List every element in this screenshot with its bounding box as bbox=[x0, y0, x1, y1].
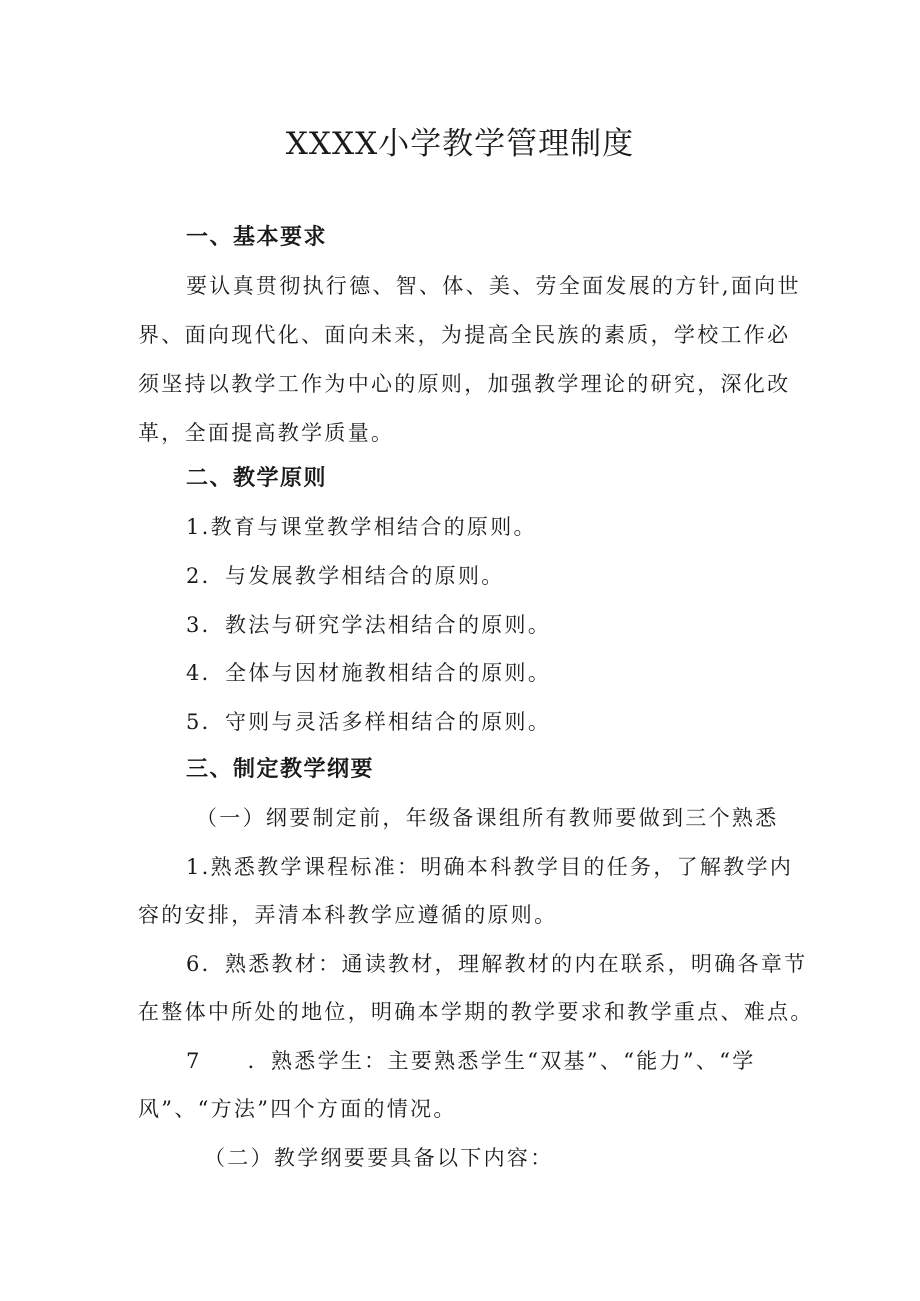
item-text: ．熟悉学生：主要熟悉学生“双基”、“能力”、“学 bbox=[247, 1049, 756, 1073]
section-heading-teaching-outline: 三、制定教学纲要 bbox=[186, 757, 375, 782]
paragraph-line: 革，全面提高教学质量。 bbox=[138, 421, 395, 445]
subsection-heading: （二）教学纲要要具备以下内容： bbox=[204, 1146, 554, 1170]
paragraph-line: 须坚持以教学工作为中心的原则，加强教学理论的研究，深化改 bbox=[138, 372, 791, 396]
list-item: 4．全体与因材施教相结合的原则。 bbox=[186, 661, 552, 685]
list-item: 1.教育与课堂教学相结合的原则。 bbox=[186, 515, 537, 539]
list-item: 2．与发展教学相结合的原则。 bbox=[186, 564, 505, 588]
paragraph-line: 界、面向现代化、面向未来，为提高全民族的素质，学校工作必 bbox=[138, 323, 791, 347]
paragraph-line: 6．熟悉教材：通读教材，理解教材的内在联系，明确各章节 bbox=[186, 952, 808, 976]
list-item: 3．教法与研究学法相结合的原则。 bbox=[186, 613, 552, 637]
paragraph-line: 在整体中所处的地位，明确本学期的教学要求和教学重点、难点。 bbox=[138, 1000, 814, 1024]
list-item: 5．守则与灵活多样相结合的原则。 bbox=[186, 710, 552, 734]
paragraph-line: 要认真贯彻执行德、智、体、美、劳全面发展的方针,面向世 bbox=[186, 274, 801, 298]
paragraph-line bbox=[186, 1046, 756, 1076]
paragraph-line: 风”、“方法”四个方面的情况。 bbox=[138, 1097, 457, 1121]
item-number: 7 bbox=[186, 1049, 202, 1073]
document-title: XXXX小学教学管理制度 bbox=[285, 126, 635, 162]
paragraph-line: 容的安排，弄清本科教学应遵循的原则。 bbox=[138, 903, 558, 927]
subsection-heading: （一）纲要制定前，年级备课组所有教师要做到三个熟悉 bbox=[196, 806, 779, 830]
section-heading-basic-requirements: 一、基本要求 bbox=[186, 225, 328, 250]
paragraph-line: 1.熟悉教学课程标准：明确本科教学目的任务，了解教学内 bbox=[186, 855, 794, 879]
section-heading-teaching-principles: 二、教学原则 bbox=[186, 466, 328, 491]
